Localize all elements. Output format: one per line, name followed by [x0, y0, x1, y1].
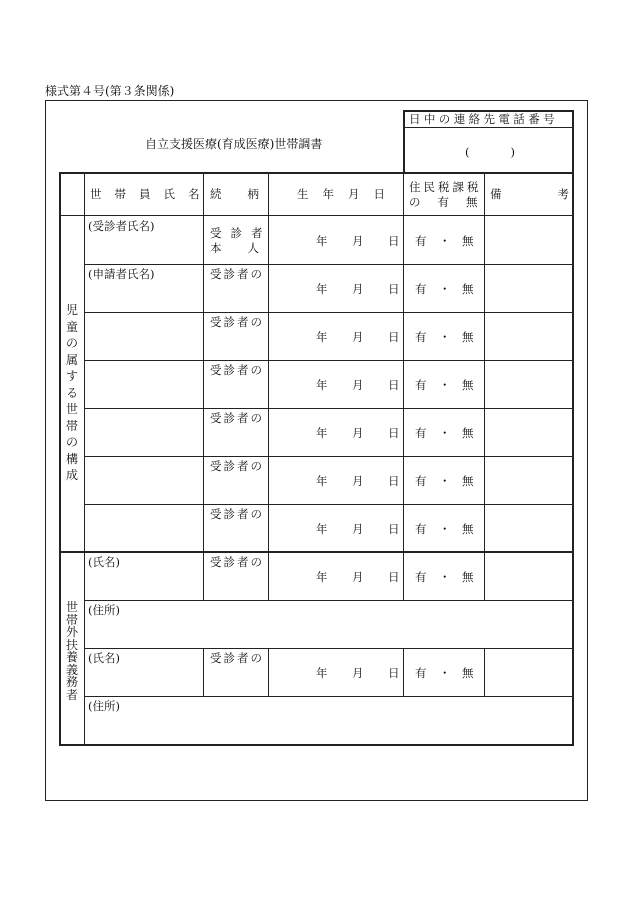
row-0-tax-yes[interactable]: 有 — [415, 234, 427, 248]
row-1-name-label[interactable]: (申請者氏名) — [88, 267, 155, 281]
table-top-line — [59, 172, 574, 174]
support-1-address-label[interactable]: (住所) — [88, 699, 120, 713]
tax-col-line-b — [484, 648, 485, 696]
contact-label — [409, 112, 569, 126]
row-3-year: 年 — [316, 378, 328, 392]
section-divider-line — [59, 551, 574, 553]
row-0-name-label[interactable]: (受診者氏名) — [88, 219, 155, 233]
row-6-tax-dot: ・ — [439, 522, 451, 536]
support-side-label — [61, 601, 83, 701]
row-3-day: 日 — [388, 378, 400, 392]
row-4-relation-1: 受診者の — [210, 411, 264, 425]
support-1-relation-1: 受診者の — [210, 651, 264, 665]
row-1-tax-no[interactable]: 無 — [462, 282, 474, 296]
header-name-text: 世帯員氏名 — [90, 187, 213, 201]
row-5-day: 日 — [388, 474, 400, 488]
support-0-month: 月 — [352, 570, 364, 584]
support-0-day: 日 — [388, 570, 400, 584]
tax-col-line-a — [484, 172, 485, 600]
row-line-3 — [84, 360, 573, 361]
support-1-month: 月 — [352, 666, 364, 680]
row-5-month: 月 — [352, 474, 364, 488]
row-5-relation-1: 受診者の — [210, 459, 264, 473]
header-bottom-line — [59, 215, 574, 216]
support-0-name-label[interactable]: (氏名) — [88, 555, 120, 569]
outer-frame-top — [45, 100, 588, 101]
row-4-month: 月 — [352, 426, 364, 440]
row-0-tax-dot: ・ — [439, 234, 451, 248]
row-6-relation-1: 受診者の — [210, 507, 264, 521]
row-1-month: 月 — [352, 282, 364, 296]
header-birth: 生年月日 — [297, 187, 399, 201]
contact-box-left — [403, 110, 405, 173]
row-4-tax-dot: ・ — [439, 426, 451, 440]
support-1-tax-no[interactable]: 無 — [462, 666, 474, 680]
row-5-tax-yes[interactable]: 有 — [415, 474, 427, 488]
contact-label-text: 日中の連絡先電話番号 — [409, 112, 558, 126]
row-6-month: 月 — [352, 522, 364, 536]
header-relation: 続柄 — [210, 187, 285, 201]
row-2-tax-dot: ・ — [439, 330, 451, 344]
support-side-text: 世帯外扶養義務者 — [65, 600, 78, 702]
row-0-relation-1: 受診者 — [210, 226, 272, 240]
support-0-tax-no[interactable]: 無 — [462, 570, 474, 584]
row-2-year: 年 — [316, 330, 328, 344]
support-0-tax-yes[interactable]: 有 — [415, 570, 427, 584]
row-1-year: 年 — [316, 282, 328, 296]
row-6-tax-no[interactable]: 無 — [462, 522, 474, 536]
row-0-tax-no[interactable]: 無 — [462, 234, 474, 248]
contact-phone-field[interactable]: ( ) — [465, 145, 521, 159]
household-side-label — [61, 302, 83, 484]
support-0-address-label[interactable]: (住所) — [88, 603, 120, 617]
row-line-4 — [84, 408, 573, 409]
support-0-year: 年 — [316, 570, 328, 584]
row-line-6 — [84, 504, 573, 505]
row-6-year: 年 — [316, 522, 328, 536]
header-tax-line2: の有無 — [409, 195, 495, 209]
header-tax-line1: 住民税課税 — [409, 180, 482, 194]
row-line-7 — [84, 600, 573, 601]
row-line-5 — [84, 456, 573, 457]
table-bottom-line — [59, 744, 574, 746]
support-1-name-label[interactable]: (氏名) — [88, 651, 120, 665]
birth-col-line-a — [403, 172, 404, 600]
row-line-8 — [84, 648, 573, 649]
row-1-day: 日 — [388, 282, 400, 296]
birth-col-line-b — [403, 648, 404, 696]
row-0-day: 日 — [388, 234, 400, 248]
row-2-month: 月 — [352, 330, 364, 344]
support-0-relation-1: 受診者の — [210, 555, 264, 569]
support-1-day: 日 — [388, 666, 400, 680]
outer-frame-left — [45, 100, 46, 801]
side-col-line — [84, 172, 85, 745]
table-right-line — [572, 110, 574, 746]
name-col-line-a — [203, 172, 204, 600]
row-5-year: 年 — [316, 474, 328, 488]
row-3-month: 月 — [352, 378, 364, 392]
row-3-tax-dot: ・ — [439, 378, 451, 392]
row-6-day: 日 — [388, 522, 400, 536]
row-1-tax-dot: ・ — [439, 282, 451, 296]
header-name — [90, 187, 213, 201]
row-line-9 — [84, 696, 573, 697]
row-2-relation-1: 受診者の — [210, 315, 264, 329]
row-4-day: 日 — [388, 426, 400, 440]
row-3-tax-yes[interactable]: 有 — [415, 378, 427, 392]
household-side-text: 児童の属する世帯の構成 — [65, 303, 78, 482]
row-2-tax-yes[interactable]: 有 — [415, 330, 427, 344]
row-3-tax-no[interactable]: 無 — [462, 378, 474, 392]
outer-frame-right — [587, 100, 588, 801]
relation-col-line-b — [268, 648, 269, 696]
row-5-tax-dot: ・ — [439, 474, 451, 488]
header-remarks: 備考 — [490, 187, 625, 201]
row-2-day: 日 — [388, 330, 400, 344]
row-6-tax-yes[interactable]: 有 — [415, 522, 427, 536]
support-1-tax-dot: ・ — [439, 666, 451, 680]
row-1-tax-yes[interactable]: 有 — [415, 282, 427, 296]
row-2-tax-no[interactable]: 無 — [462, 330, 474, 344]
row-line-1 — [84, 264, 573, 265]
row-0-relation-2: 本人 — [210, 241, 285, 255]
support-1-year: 年 — [316, 666, 328, 680]
contact-box-divider — [403, 127, 573, 128]
row-4-year: 年 — [316, 426, 328, 440]
row-0-month: 月 — [352, 234, 364, 248]
row-0-year: 年 — [316, 234, 328, 248]
row-1-relation-1: 受診者の — [210, 267, 264, 281]
row-line-2 — [84, 312, 573, 313]
outer-frame-bottom — [45, 800, 588, 801]
row-3-relation-1: 受診者の — [210, 363, 264, 377]
row-4-tax-no[interactable]: 無 — [462, 426, 474, 440]
support-0-tax-dot: ・ — [439, 570, 451, 584]
row-5-tax-no[interactable]: 無 — [462, 474, 474, 488]
form-label: 様式第４号(第３条関係) — [45, 84, 175, 98]
row-4-tax-yes[interactable]: 有 — [415, 426, 427, 440]
document-title: 自立支援医療(育成医療)世帯調書 — [145, 137, 323, 151]
name-col-line-b — [203, 648, 204, 696]
support-1-tax-yes[interactable]: 有 — [415, 666, 427, 680]
